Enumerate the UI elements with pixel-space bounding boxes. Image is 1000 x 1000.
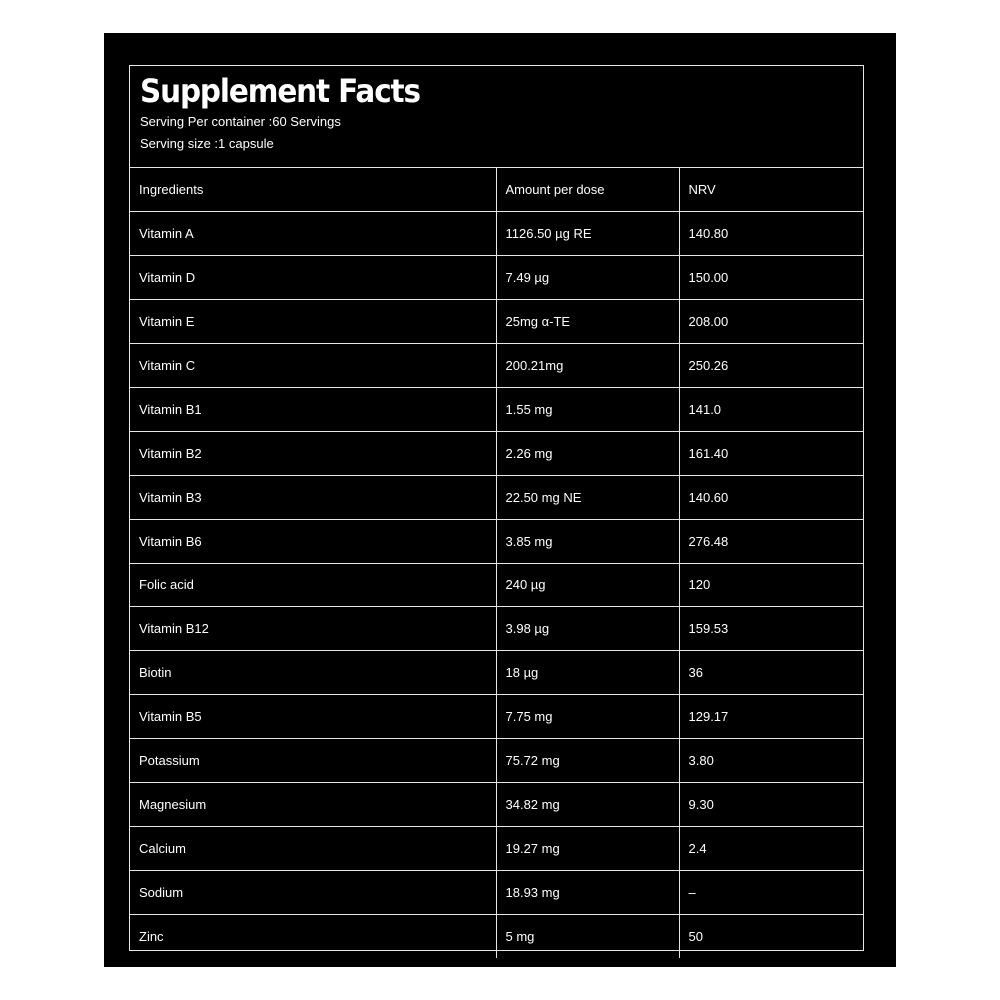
nrv-cell: 9.30 [679,782,863,826]
nrv-cell: 2.4 [679,826,863,870]
amount-cell: 240 µg [496,563,679,607]
ingredient-cell: Vitamin A [130,212,496,256]
ingredient-cell: Folic acid [130,563,496,607]
nrv-cell: 129.17 [679,695,863,739]
table-row [130,519,863,563]
nrv-cell: 120 [679,563,863,607]
ingredients-table [130,168,863,958]
ingredient-cell: Vitamin B3 [130,475,496,519]
table-header-row [130,168,863,212]
header-nrv: NRV [679,168,863,212]
ingredient-cell: Vitamin B6 [130,519,496,563]
ingredient-cell: Vitamin B12 [130,607,496,651]
table-row [130,870,863,914]
table-row [130,782,863,826]
nrv-cell: 159.53 [679,607,863,651]
nrv-cell: 36 [679,651,863,695]
table-row [130,431,863,475]
table-body [130,212,863,958]
table-row [130,475,863,519]
nrv-cell: 161.40 [679,431,863,475]
ingredient-cell: Vitamin B1 [130,387,496,431]
ingredient-cell: Vitamin E [130,300,496,344]
table-row [130,914,863,958]
table-row [130,300,863,344]
ingredient-cell: Sodium [130,870,496,914]
amount-cell: 75.72 mg [496,739,679,783]
table-row [130,826,863,870]
label-panel [104,33,896,967]
table-row [130,607,863,651]
nrv-cell: 150.00 [679,256,863,300]
ingredient-cell: Vitamin B2 [130,431,496,475]
amount-cell: 19.27 mg [496,826,679,870]
amount-cell: 7.49 µg [496,256,679,300]
ingredient-cell: Vitamin C [130,344,496,388]
amount-cell: 22.50 mg NE [496,475,679,519]
amount-cell: 1.55 mg [496,387,679,431]
amount-cell: 3.98 µg [496,607,679,651]
ingredient-cell: Zinc [130,914,496,958]
ingredient-cell: Potassium [130,739,496,783]
ingredient-cell: Calcium [130,826,496,870]
nrv-cell: 140.60 [679,475,863,519]
table-row [130,256,863,300]
table-row [130,387,863,431]
supplement-facts-box [129,65,864,951]
amount-cell: 18 µg [496,651,679,695]
ingredient-cell: Biotin [130,651,496,695]
facts-header [130,66,863,168]
table-row [130,651,863,695]
serving-size: Serving size :1 capsule [140,136,274,151]
table-row [130,695,863,739]
amount-cell: 5 mg [496,914,679,958]
ingredient-cell: Vitamin B5 [130,695,496,739]
amount-cell: 18.93 mg [496,870,679,914]
table-row [130,739,863,783]
nrv-cell: – [679,870,863,914]
header-ingredients: Ingredients [130,168,496,212]
serving-per-container: Serving Per container :60 Servings [140,114,341,129]
nrv-cell: 208.00 [679,300,863,344]
nrv-cell: 140.80 [679,212,863,256]
amount-cell: 3.85 mg [496,519,679,563]
nrv-cell: 276.48 [679,519,863,563]
amount-cell: 2.26 mg [496,431,679,475]
amount-cell: 1126.50 µg RE [496,212,679,256]
amount-cell: 7.75 mg [496,695,679,739]
table-row [130,344,863,388]
table-row [130,563,863,607]
amount-cell: 34.82 mg [496,782,679,826]
facts-title: Supplement Facts [140,72,420,110]
nrv-cell: 3.80 [679,739,863,783]
ingredient-cell: Magnesium [130,782,496,826]
ingredient-cell: Vitamin D [130,256,496,300]
amount-cell: 200.21mg [496,344,679,388]
header-amount: Amount per dose [496,168,679,212]
amount-cell: 25mg α-TE [496,300,679,344]
nrv-cell: 141.0 [679,387,863,431]
table-row [130,212,863,256]
nrv-cell: 50 [688,928,703,944]
nrv-cell: 250.26 [679,344,863,388]
